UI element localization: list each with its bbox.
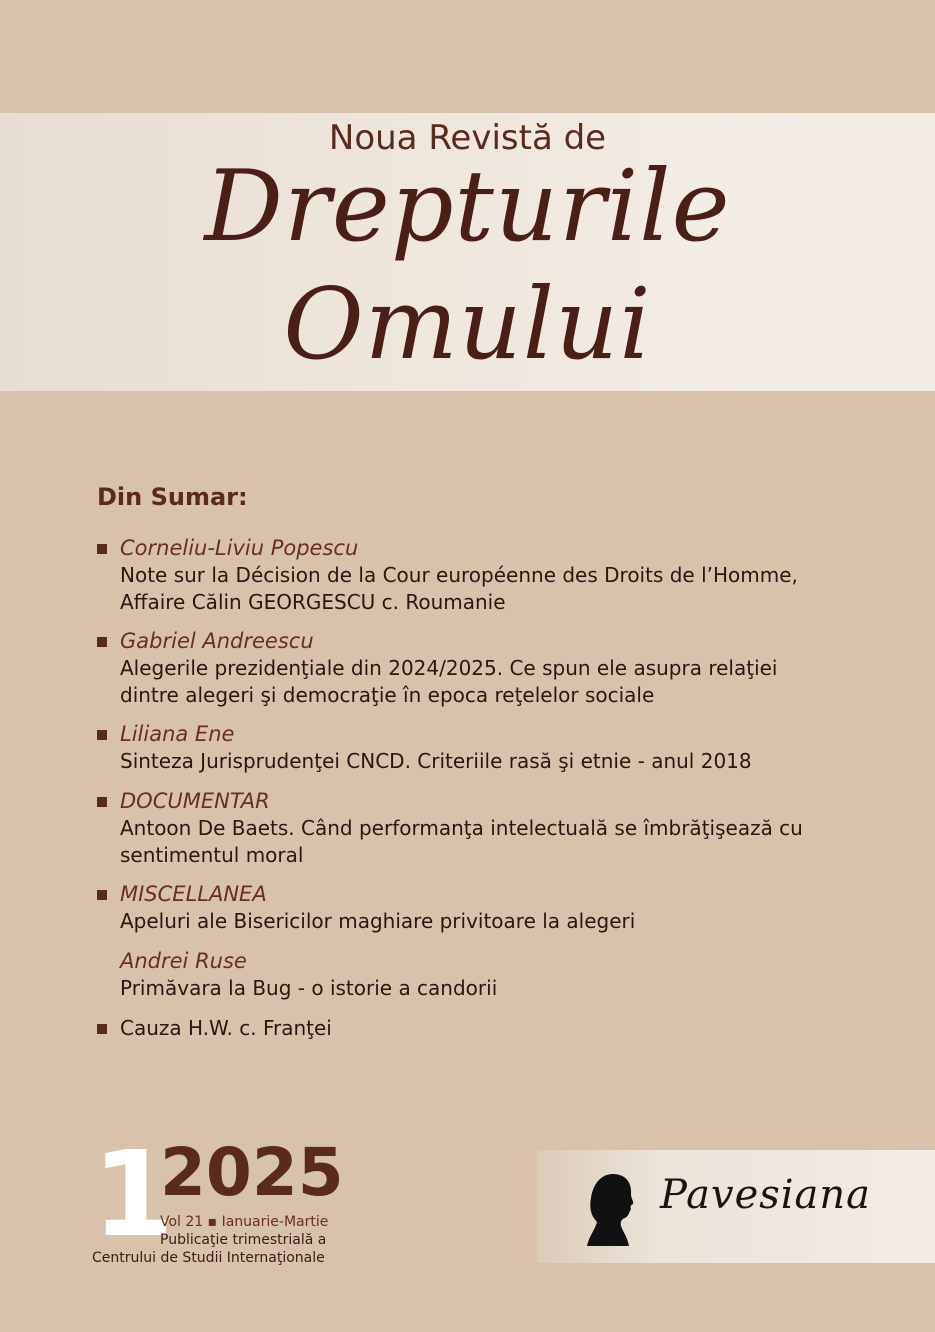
issue-year: 2025 <box>160 1134 344 1211</box>
bullet-icon <box>97 890 107 900</box>
toc-title-line: dintre alegeri şi democraţie în epoca reţelelor sociale <box>120 683 655 707</box>
toc-item <box>97 788 817 869</box>
toc-title-line: Affaire Călin GEORGESCU c. Roumanie <box>120 590 506 614</box>
toc-title-line: Primăvara la Bug - o istorie a candorii <box>120 976 498 1000</box>
publication-line: Publicaţie trimestrială a <box>160 1232 327 1248</box>
toc-author: Andrei Ruse <box>120 949 247 973</box>
toc-item <box>97 721 817 775</box>
toc-title-line: sentimentul moral <box>120 843 304 867</box>
toc-author: DOCUMENTAR <box>120 789 270 813</box>
toc-heading: Din Sumar: <box>97 483 248 511</box>
bullet-icon <box>97 637 107 647</box>
toc-item <box>97 881 817 935</box>
toc-item <box>97 1015 817 1042</box>
toc-item <box>97 628 817 709</box>
toc-item <box>97 535 817 616</box>
publisher-logo-text: Pavesiana <box>660 1172 872 1218</box>
journal-title-line1: Drepturile <box>204 150 731 264</box>
bullet-icon <box>97 730 107 740</box>
toc-title-line: Note sur la Décision de la Cour européenne des Droits de l’Homme, <box>120 563 798 587</box>
toc-title-line: Antoon De Baets. Când performanţa intelectuală se îmbrăţişează cu <box>120 816 803 840</box>
toc-author: Gabriel Andreescu <box>120 629 314 653</box>
bullet-icon <box>97 1024 107 1034</box>
publication-line: Centrului de Studii Internaţionale <box>92 1250 325 1266</box>
toc-author: Corneliu-Liviu Popescu <box>120 536 359 560</box>
journal-kicker: Noua Revistă de <box>328 118 607 158</box>
bullet-icon <box>97 544 107 554</box>
journal-title-line2: Omului <box>283 268 652 382</box>
toc-title-line: Alegerile prezidenţiale din 2024/2025. Ce spun ele asupra relaţiei <box>120 656 778 680</box>
toc-title-line: Sinteza Jurisprudenţei CNCD. Criteriile rasă şi etnie - anul 2018 <box>120 749 752 773</box>
toc-author: MISCELLANEA <box>120 882 267 906</box>
toc-title-line: Apeluri ale Bisericilor maghiare privitoare la alegeri <box>120 909 636 933</box>
bullet-icon <box>97 797 107 807</box>
toc-author: Liliana Ene <box>120 722 235 746</box>
volume-line: Vol 21 ▪ Ianuarie-Martie <box>160 1214 329 1230</box>
issue-number: 1 <box>92 1125 175 1263</box>
toc-title-line: Cauza H.W. c. Franţei <box>120 1016 332 1040</box>
toc-item <box>97 948 817 1002</box>
profile-silhouette-icon <box>585 1172 635 1246</box>
